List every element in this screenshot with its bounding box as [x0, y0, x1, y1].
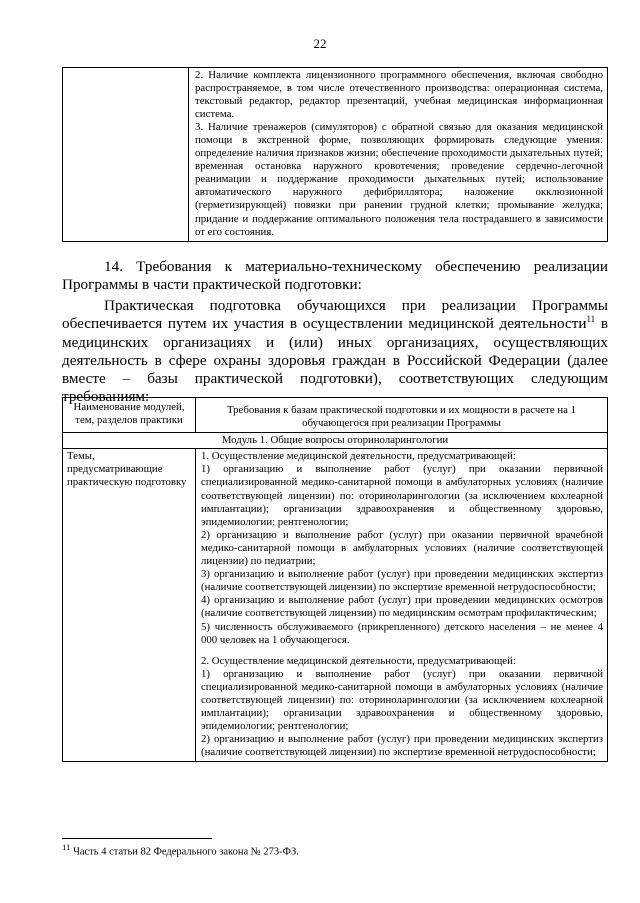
footnote-marker: 11: [62, 842, 71, 852]
footnote: [62, 842, 299, 858]
requirement-item: 1) организацию и выполнение работ (услуг) при оказании первичной специализированной медико-санитарной помощи в амбулаторных условиях (наличие соответствующей лицензии) по: оториноларингологии (за исключением кохлеарной имплантации); организации здравоохранения и общественному здоровью, эпидемиологии; рентгенологии;: [201, 463, 603, 528]
requirement-item: 3) организацию и выполнение работ (услуг) при проведении медицинских экспертиз (наличие соответствующей лицензии) по экспертизе временной нетрудоспособности;: [201, 568, 603, 594]
top-table-item: 3. Наличие тренажеров (симуляторов) с обратной связью для оказания медицинской помощи в экстренной форме, позволяющих формировать следующие умения: определение наличия признаков жизни; обеспечение проходимости дыхательных путей; временная остановка наружного кровотечения; проведение сердечно-легочной реанимации и поддержание проходимости дыхательных путей; использование автоматического наружного дефибриллятора; наложение окклюзионной (герметизирующей) повязки при ранении грудной клетки; промывание желудка; придание и поддержание оптимального положения тела пострадавшего в зависимости от его состояния.: [195, 121, 603, 238]
requirements-cell: [196, 449, 608, 762]
page-number: 22: [313, 36, 327, 51]
footnote-text: Часть 4 статьи 82 Федерального закона № 273-ФЗ.: [70, 846, 299, 858]
requirement-item: 5) численность обслуживаемого (прикрепленного) детского населения – не менее 4 000 человек на 1 обучающегося.: [201, 620, 603, 646]
row-label: Темы, предусматривающие практическую подготовку: [63, 449, 196, 762]
module-row: [63, 433, 608, 449]
footnote-divider: [62, 838, 212, 839]
requirement-item: 2) организацию и выполнение работ (услуг) при оказании первичной врачебной медико-санитарной помощи в амбулаторных условиях (наличие соответствующей лицензии) по педиатрии;: [201, 528, 603, 568]
header-modules-column: Наименование модулей, тем, разделов практики: [63, 398, 196, 433]
requirement-item: 2. Осуществление медицинской деятельности, предусматривающей:: [201, 654, 516, 667]
top-table-item: 2. Наличие комплекта лицензионного программного обеспечения, включая свободно распространяемое, в том числе отечественного производства: операционная система, текстовый редактор, редактор презентаций, учебная медицинская информационная система.: [195, 69, 603, 121]
paragraph-text-continued: в медицинских организациях и (или) иных организациях, осуществляющих деятельность в сфере охраны здоровья граждан в Российской Федерации (далее вместе – базы практической подготовки), соответствующих следующим требованиям:: [62, 315, 608, 406]
header-requirements-column: Требования к базам практической подготовки и их мощности в расчете на 1 обучающегося при реализации Программы: [196, 398, 608, 433]
section-heading: 14. Требования к материально-техническому обеспечению реализации Программы в части практической подготовки:: [62, 258, 608, 293]
requirement-item: 1) организацию и выполнение работ (услуг) при оказании первичной специализированной медико-санитарной помощи в амбулаторных условиях (наличие соответствующей лицензии) по: оториноларингологии (за исключением кохлеарной имплантации); организации здравоохранения и общественному здоровью, эпидемиологии; рентгенологии;: [201, 667, 603, 733]
top-table: [62, 67, 608, 242]
requirements-table: [62, 397, 608, 762]
table-row: [63, 449, 608, 762]
footnote-reference: 11: [586, 314, 596, 325]
section-paragraph: [62, 297, 608, 407]
requirement-item: 4) организацию и выполнение работ (услуг) при проведении медицинских осмотров (наличие соответствующей лицензии) по медицинским осмотрам профилактическим;: [201, 594, 603, 620]
table-header-row: [63, 398, 608, 433]
requirements-block-2: [201, 655, 603, 760]
paragraph-text: Практическая подготовка обучающихся при реализации Программы обеспечивается путем их участия в осуществлении медицинской деятельности: [62, 297, 608, 333]
requirements-block-1: [201, 450, 603, 646]
top-table-requirements-cell: [189, 68, 608, 242]
requirement-item: 1. Осуществление медицинской деятельности, предусматривающей:: [201, 450, 516, 463]
top-table-empty-cell: [63, 68, 189, 242]
requirement-item: 2) организацию и выполнение работ (услуг) при проведении медицинских экспертиз (наличие соответствующей лицензии) по экспертизе временной нетрудоспособности;: [201, 733, 603, 759]
module-title: Модуль 1. Общие вопросы оториноларингологии: [63, 433, 608, 449]
